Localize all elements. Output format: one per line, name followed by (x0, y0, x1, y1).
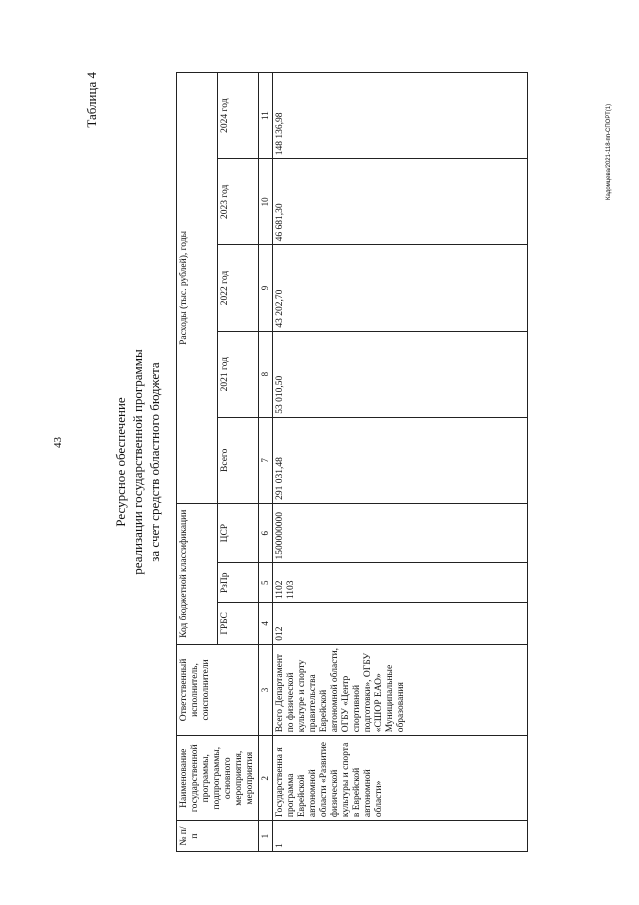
header-2021: 2021 год (218, 331, 259, 417)
row-grbs: 012 (273, 603, 528, 645)
column-number: 4 (259, 603, 273, 645)
column-number: 7 (259, 417, 273, 503)
header-grbs: ГРБС (218, 603, 259, 645)
column-number: 3 (259, 644, 273, 736)
row-2021: 53 010,50 (273, 331, 528, 417)
page-number: 43 (52, 437, 64, 448)
title-line-2: реализации государственной программы (130, 349, 145, 575)
header-budget-code: Код бюджетной классификации (177, 503, 218, 644)
row-rzpr: 1102 1103 (273, 563, 528, 603)
header-responsible: Ответственный исполнитель, соисполнители (177, 644, 259, 736)
column-number: 1 (259, 821, 273, 852)
row-2022: 43 202,70 (273, 245, 528, 331)
table-label: Таблица 4 (84, 72, 99, 128)
row-2023: 46 681,30 (273, 159, 528, 245)
title-line-3: за счет средств областного бюджета (147, 362, 162, 562)
header-2024: 2024 год (218, 73, 259, 159)
column-number: 2 (259, 736, 273, 821)
header-2023: 2023 год (218, 159, 259, 245)
resource-table (176, 72, 528, 852)
header-2022: 2022 год (218, 245, 259, 331)
row-2024: 148 136,98 (273, 73, 528, 159)
column-number: 8 (259, 331, 273, 417)
header-expenses: Расходы (тыс. рублей), годы (177, 73, 218, 504)
header-num: № п/п (177, 821, 259, 852)
row-name: Государственна я программа Еврейской автономной области «Развитие физической культуры и спорта в Еврейской автономной области» (273, 736, 528, 821)
column-number: 9 (259, 245, 273, 331)
column-number-row (259, 73, 273, 852)
row-total: 291 031,48 (273, 417, 528, 503)
header-rzpr: РзПр (218, 563, 259, 603)
row-csr: 1500000000 (273, 503, 528, 563)
column-number: 6 (259, 503, 273, 563)
title-line-1: Ресурсное обеспечение (113, 397, 128, 527)
row-responsible: Всего Департамент по физической культуре и спорту правительства Еврейской автономной области, ОГБУ «Центр спортивной подготовки», ОГБУ «СШОР ЕАО» Муниципальные образования (273, 644, 528, 736)
row-num: 1 (273, 821, 528, 852)
column-number: 10 (259, 159, 273, 245)
header-total: Всего (218, 417, 259, 503)
footer-note: Кадомцева/2021-118-пп-СПОРТ(1) (606, 103, 612, 200)
document-title (112, 72, 163, 852)
table-row (273, 73, 528, 852)
column-number: 11 (259, 73, 273, 159)
column-number: 5 (259, 563, 273, 603)
rotated-page-content (76, 72, 576, 852)
header-name: Наименование государственной программы, подпрограммы, основного мероприятия, мероприятия (177, 736, 259, 821)
header-csr: ЦСР (218, 503, 259, 563)
